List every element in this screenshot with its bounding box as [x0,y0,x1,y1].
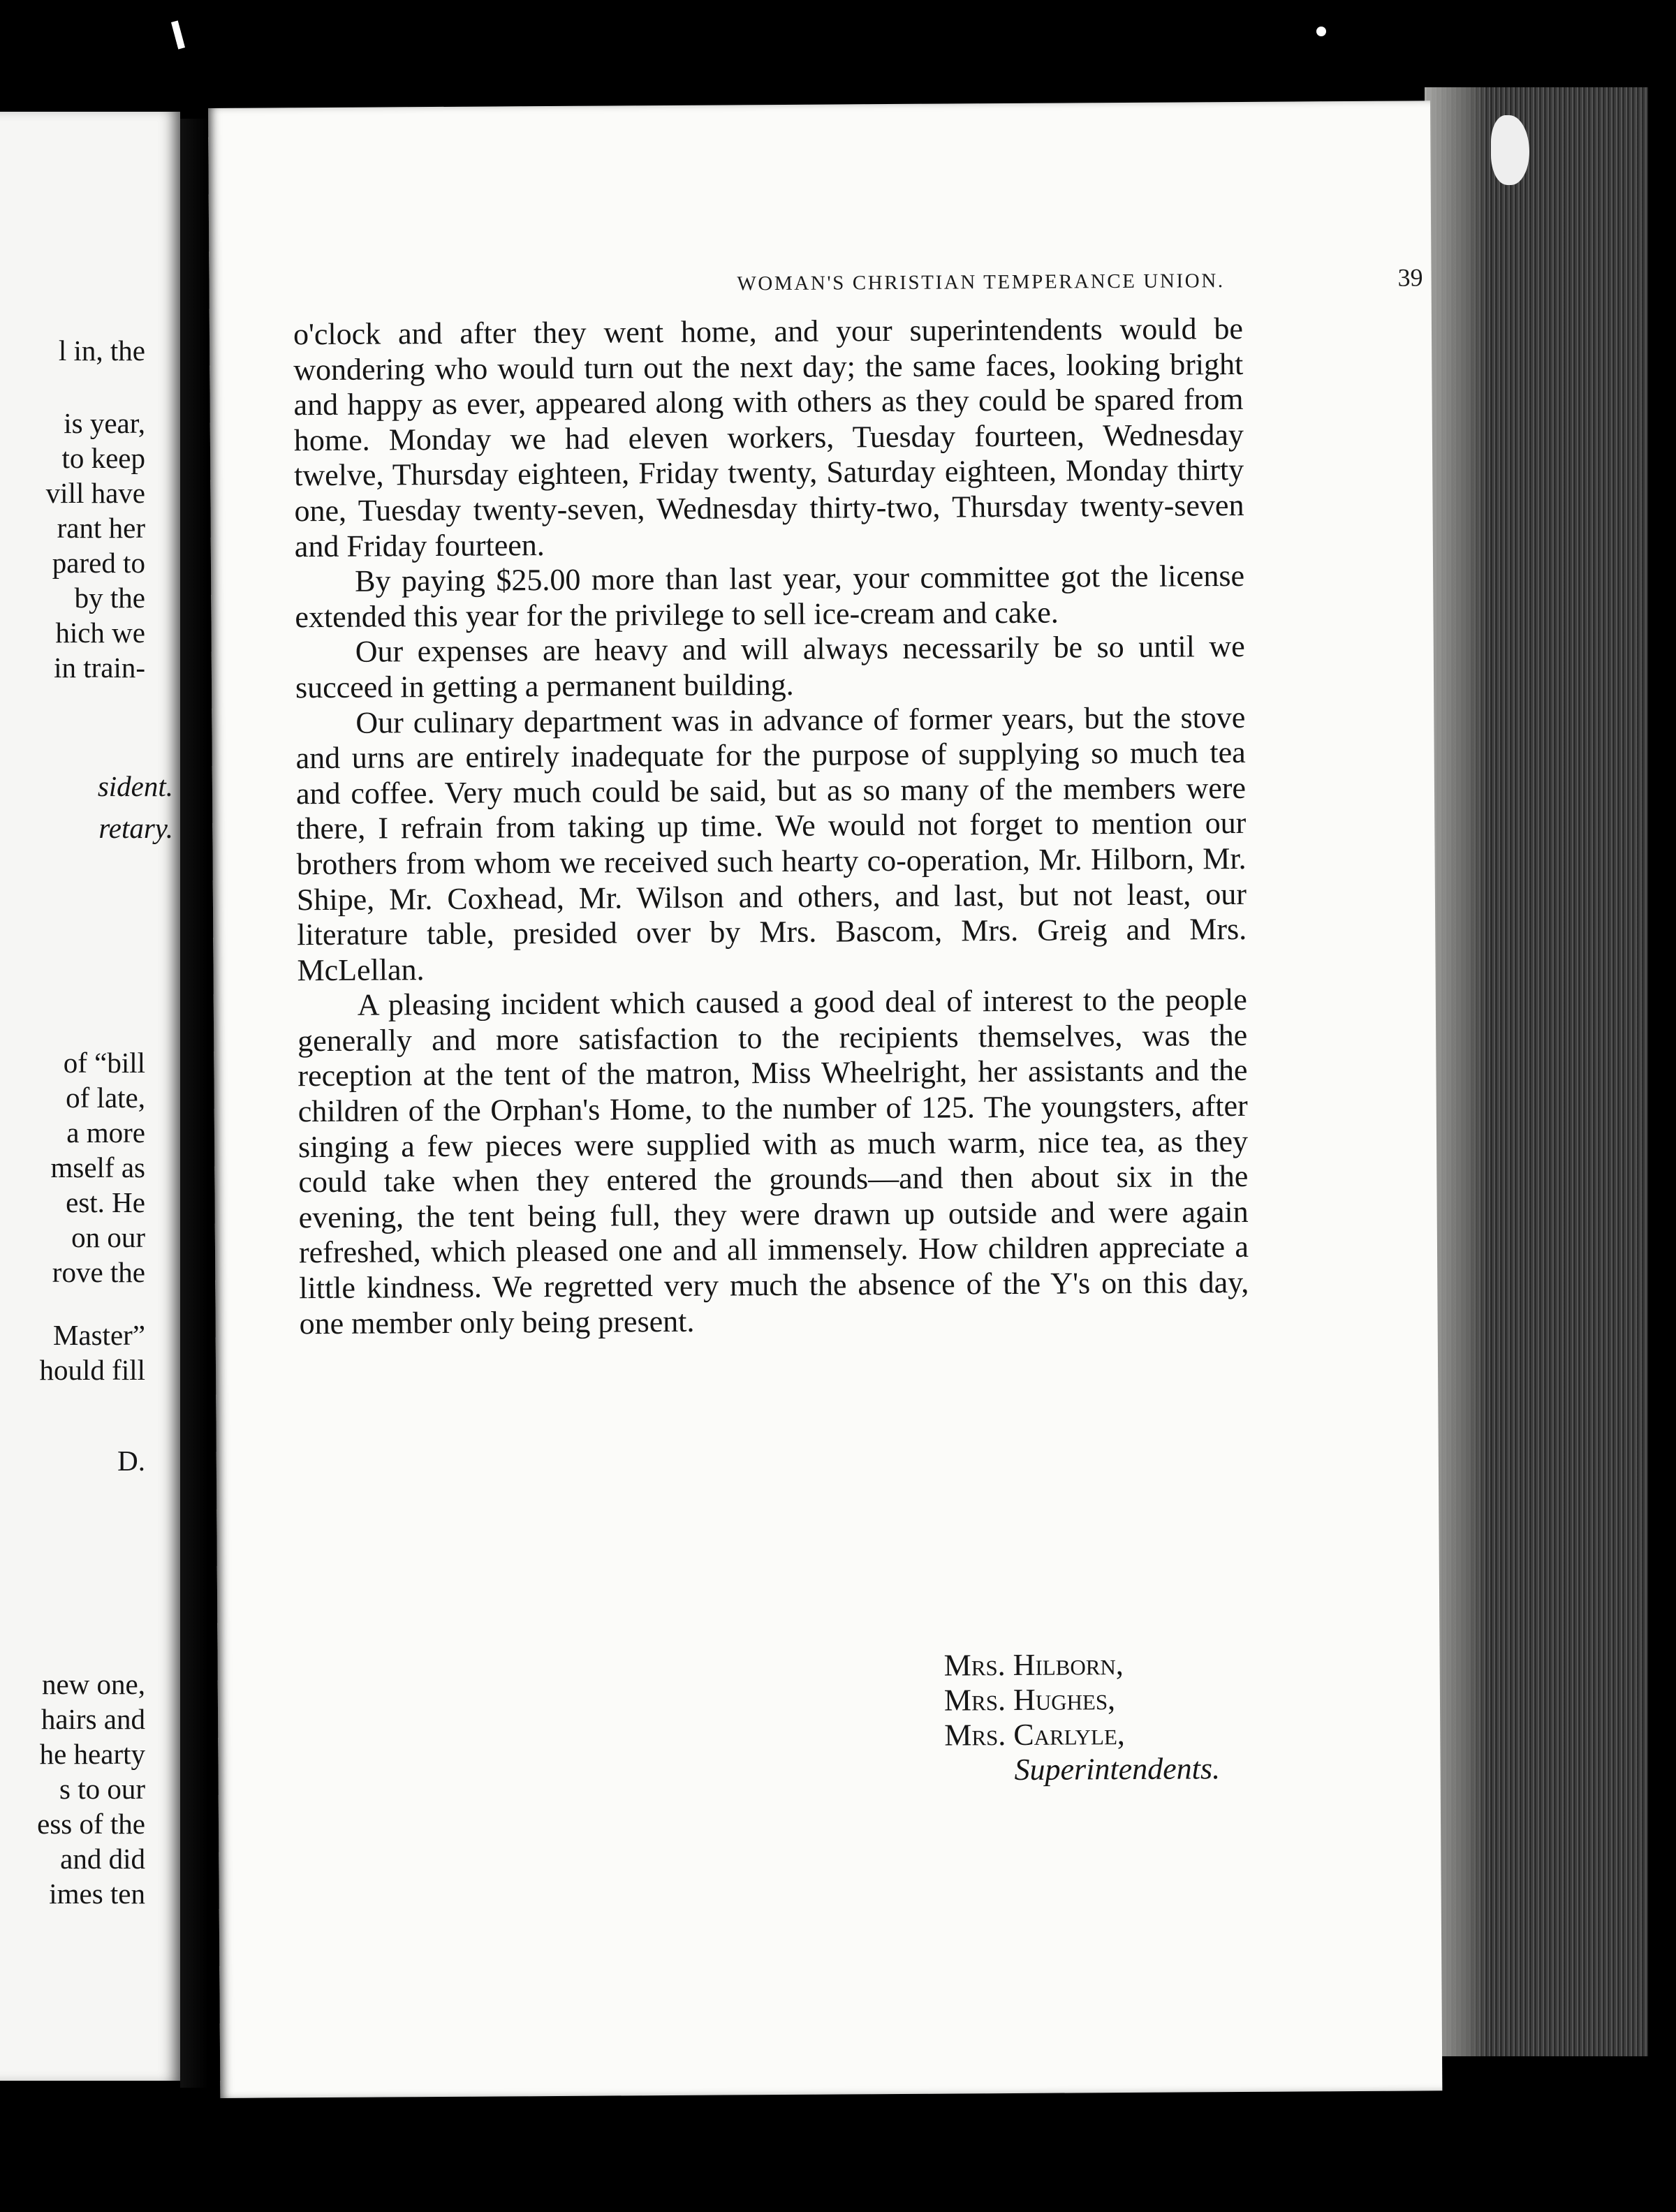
paragraph: Our culinary department was in advance of former years, but the stove and urns are entirely inadequate for the purpose of supplying so much tea and coffee. Very much could be said, but as so many of the members were there, I refrain from taking up time. We would not forget to mention our brothers from whom we received such hearty co-operation, Mr. Hilborn, Mr. Shipe, Mr. Coxhead, Mr. Wilson and others, and last, but not least, our literature table, presided over by Mrs. Bascom, Mrs. Greig and Mrs. McLellan. [295,700,1247,987]
signatory-role: Superintendents. [1014,1751,1221,1787]
running-head: WOMAN'S CHRISTIAN TEMPERANCE UNION. [737,270,1225,295]
previous-page-line: imes ten [49,1878,145,1910]
signature-block [943,1646,1220,1787]
previous-page-line: s to our [59,1773,145,1805]
previous-page-line: l in, the [58,334,145,367]
previous-page-line: vill have [45,477,145,509]
previous-page-line: sident. [97,770,173,802]
previous-page-line: retary. [98,812,173,844]
previous-page-line: in train- [54,651,145,684]
previous-page-line: hairs and [41,1703,145,1735]
previous-page-line: a more [66,1116,145,1149]
previous-page-line: and did [60,1843,145,1875]
scan-speck [171,20,185,49]
book-gutter [180,119,208,2088]
book-page-edges [1425,87,1648,2056]
signatory-name: Mrs. Carlyle, [944,1717,1125,1753]
previous-page-line: pared to [52,547,145,579]
paragraph: By paying $25.00 more than last year, your committee got the license extended this year for the privilege to sell ice-cream and cake. [295,559,1245,635]
page-number: 39 [1397,263,1423,292]
previous-page-line: D. [117,1445,145,1477]
previous-page-line: on our [71,1221,145,1253]
previous-page-line: Master” [52,1319,145,1351]
previous-page-line: rove the [52,1256,145,1288]
previous-page-line: mself as [50,1151,145,1184]
previous-page-line: of “bill [63,1047,145,1079]
paragraph: o'clock and after they went home, and your superintendents would be wondering who would turn out the next day; the same faces, looking bright and happy as ever, appeared along with others as they could be spared from home. Monday we had eleven workers, Tuesday fourteen, Wednesday twelve, Thursday eighteen, Friday twenty, Saturday eighteen, Monday thirty one, Tuesday twenty-seven, Wednesday thirty-two, Thursday twenty-seven and Friday fourteen. [293,311,1244,563]
previous-page-line: hould fill [39,1354,145,1386]
paragraph: Our expenses are heavy and will always necessarily be so until we succeed in getting a permanent building. [295,629,1245,705]
previous-page-line: hich we [55,617,145,649]
previous-page-line: new one, [41,1668,145,1700]
previous-page-line: rant her [57,512,145,544]
page [208,101,1442,2098]
previous-page-line: to keep [61,442,145,474]
previous-page-line: by the [74,582,145,614]
signatory-name: Mrs. Hilborn, [943,1647,1124,1683]
body-text [293,311,1249,1341]
previous-page-line: is year, [64,407,145,439]
paragraph: A pleasing incident which caused a good deal of interest to the people generally and more satisfaction to the recipients themselves, was the reception at the tent of the matron, Miss Wheelright, her assistants and the children of the Orphan's Home, to the number of 125. The youngsters, after singing a few pieces were supplied with as much warm, nice tea, as they could take when they entered the grounds—and then about six in the evening, the tent being full, they were drawn up outside and were again refreshed, which pleased one and all immensely. How children appreciate a little kindness. We regretted very much the absence of the Y's on this day, one member only being present. [297,982,1249,1341]
previous-page-line: of late, [66,1082,145,1114]
previous-page-line: est. He [66,1186,145,1218]
previous-page [0,112,180,2081]
signatory-name: Mrs. Hughes, [943,1682,1116,1718]
previous-page-line: he hearty [39,1738,145,1770]
previous-page-line: ess of the [37,1808,145,1840]
scan-speck [1316,27,1326,36]
